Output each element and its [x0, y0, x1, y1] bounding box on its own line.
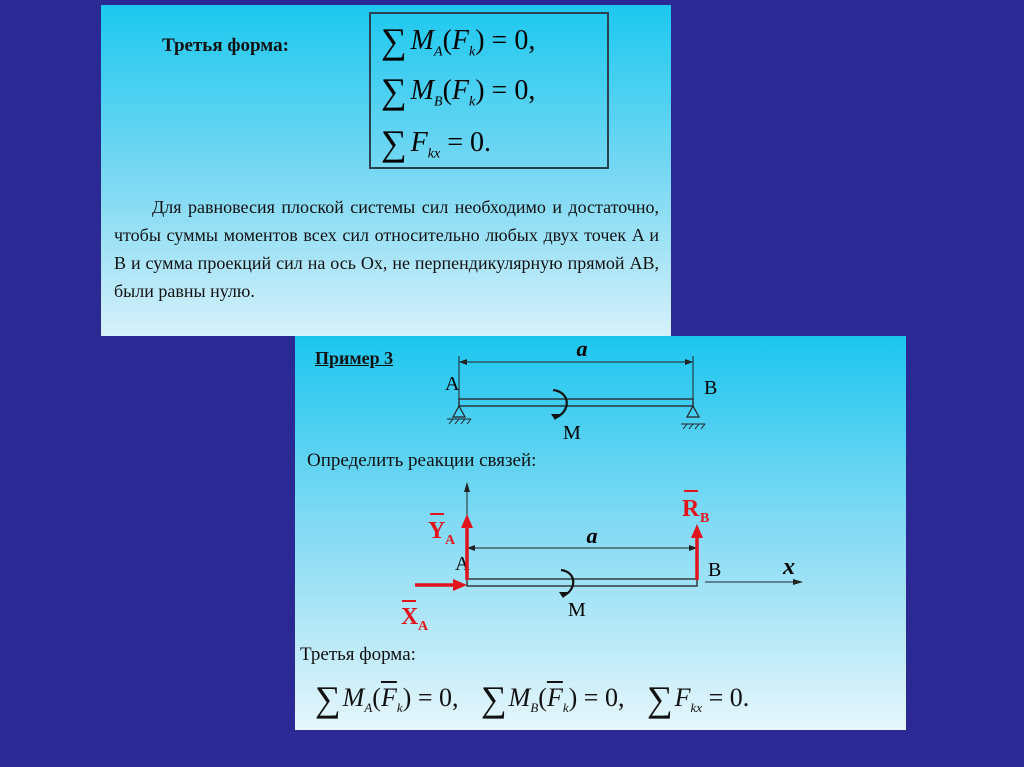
moment-label: M: [563, 422, 581, 444]
theory-slide: [101, 5, 671, 336]
beam: [459, 399, 693, 406]
ya-subscript: A: [445, 533, 456, 548]
equilibrium-equations: $\sum M_A(\overline{F}_k) = 0$, $\sum M_B(\overline{F}_k) = 0$, $\sum F_{kx} = 0$.: [315, 679, 750, 719]
beam-diagram: [295, 336, 906, 456]
task-text: Определить реакции связей:: [307, 450, 537, 471]
free-body-diagram: [295, 476, 906, 636]
example-slide: [295, 336, 906, 730]
beam: [467, 579, 697, 586]
x-axis-label: x: [783, 554, 795, 580]
formula-box: [369, 12, 609, 169]
roller-support-b: [687, 406, 699, 417]
form-label: Третья форма:: [162, 35, 289, 56]
xa-label: X: [401, 604, 419, 630]
length-label: a: [586, 523, 598, 548]
example-title: Пример 3: [315, 348, 394, 368]
point-b-label: B: [704, 377, 718, 399]
point-a-label: A: [455, 553, 470, 575]
ya-label: Y: [428, 518, 446, 544]
equilibrium-paragraph: Для равновесия плоской системы сил необходимо и достаточно, чтобы суммы моментов всех сил относительно любых двух точек A и B и сумма проекций сил на ось Ox, не перпендикулярную прямой AB, были равны нулю.: [114, 197, 659, 301]
xa-subscript: A: [418, 619, 429, 634]
equation-moment-b: ∑ $M_B(F_k) = 0$,: [381, 71, 536, 111]
pin-support-a: [453, 406, 465, 417]
equation-moment-a: ∑ $M_A(F_k) = 0$,: [381, 21, 536, 61]
length-label: a: [576, 336, 588, 361]
rb-label: R: [682, 496, 700, 522]
dimension-arrow-right: [685, 359, 693, 365]
point-a-label: A: [445, 373, 460, 395]
equation-force-x: ∑ $F_{kx} = 0$.: [381, 123, 492, 163]
rb-subscript: B: [700, 511, 710, 526]
moment-label: M: [568, 599, 586, 621]
moment-arc: [553, 390, 567, 418]
form-label: Третья форма:: [300, 644, 416, 665]
point-b-label: B: [708, 559, 722, 581]
dimension-arrow-left: [459, 359, 467, 365]
